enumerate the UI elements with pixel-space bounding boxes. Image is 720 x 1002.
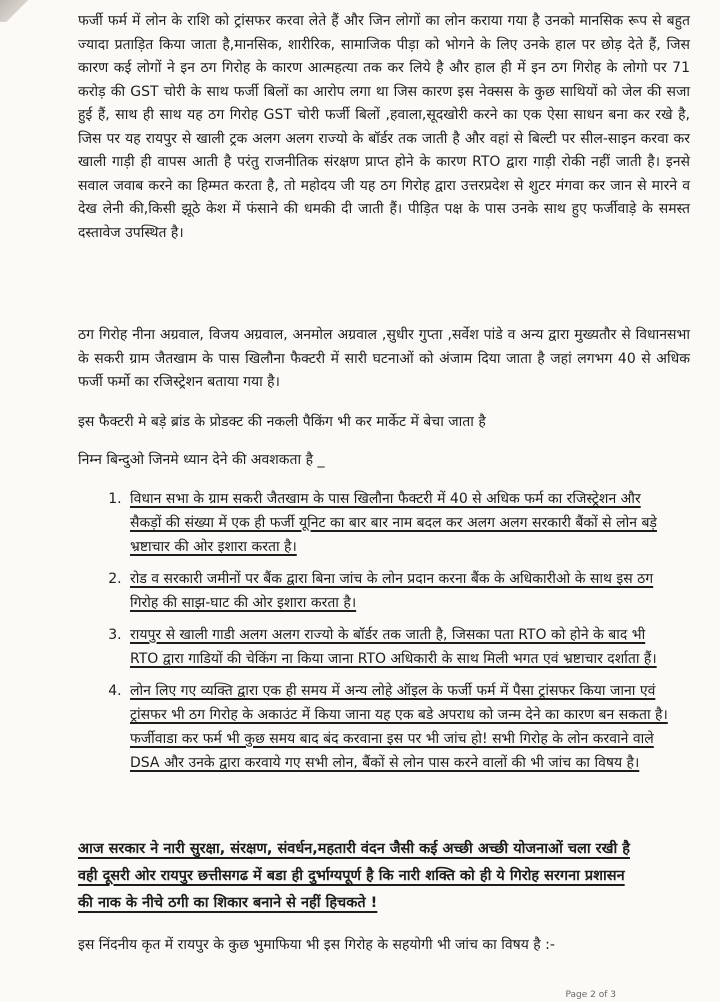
list-item: 3. रायपुर से खाली गाडी अलग अलग राज्यो के बॉर्डर तक जाती है, जिसका पता RTO को होने के बाद भी RTO द्वारा गाडियों की चेकिंग ना किया जाना RTO अधिकारी के साथ मिली भगत एवं भ्रष्टाचार दर्शाता हैं। xyxy=(126,623,671,671)
conclusion-statement xyxy=(78,836,638,917)
paragraph-points-intro: निम्न बिन्दुओ जिनमे ध्यान देने की अवशकता है _ xyxy=(78,452,325,468)
page-number: Page 2 of 3 xyxy=(565,990,616,1000)
points-list xyxy=(100,487,671,783)
paragraph-fraud-details: फर्जी फर्म में लोन के राशि को ट्रांसफर करवा लेते हैं और जिन लोगों का लोन कराया गया है उनको मानसिक रूप से बहुत ज्यादा प्रताड़ित किया जाता है,मानसिक, शारीरिक, सामाजिक पीड़ा को भोगने के लिए उनके हाल पर छोड़ देते हैं, जिस कारण कई लोगों ने इन ठग गिरोह के कारण आत्महत्या तक कर लिये है और हाल ही में इन ठग गिरोह के लोगो पर 71 करोड़ की GST चोरी के साथ फर्जी बिलों का आरोप लगा था जिस कारण इस नेक्सस के कुछ साथियों को जेल की सजा हुई हैं, साथ ही साथ यह ठग गिरोह GST चोरी फर्जी बिलों ,हवाला,सूदखोरी करने का एक ऐसा साधन बना कर रखे है, जिस पर यह रायपुर से खाली ट्रक अलग अलग राज्यो के बॉर्डर तक जाती है और वहां से बिल्टी पर सील-साइन करवा कर खाली गाड़ी ही वापस आती है परंतु राजनीतिक संरक्षण प्राप्त होने के कारण RTO द्वारा गाड़ी रोकी नहीं जाती है। इनसे सवाल जवाब करने का हिम्मत करता है, तो महोदय जी यह ठग गिरोह द्वारा उत्तरप्रदेश से शुटर मंगवा कर जान से मारने व देख लेनी की,किसी झूठे केश में फंसाने की धमकी दी जाती हैं। पीड़ित पक्ष के पास उनके साथ हुए फर्जीवाड़े के समस्त दस्तावेज उपस्थित है। xyxy=(78,13,690,241)
list-item: 1. विधान सभा के ग्राम सकरी जैतखाम के पास खिलौना फैक्टरी में 40 से अधिक फर्म का रजिस्ट्रेशन और सैकड़ों की संख्या में एक ही फर्जी यूनिट का बार बार नाम बदल कर अलग अलग सरकारी बैंकों से लोन बड़े भ्रष्टाचार की ओर इशारा करता है। xyxy=(126,487,671,559)
list-item: 2. रोड व सरकारी जमीनों पर बैंक द्वारा बिना जांच के लोन प्रदान करना बैंक के अधिकारीओ के साथ इस ठग गिरोह की साझ-घाट की ओर इशारा करता है। xyxy=(126,567,671,615)
page-fold-corner xyxy=(0,0,34,22)
list-item: 4. लोन लिए गए व्यक्ति द्वारा एक ही समय में अन्य लोहे ऑइल के फर्जी फर्म में पैसा ट्रांसफर किया जाना एवं ट्रांसफर भी ठग गिरोह के अकाउंट में किया जाना यह एक बडे अपराध को जन्म देने का कारण बन सकता है। फर्जीवाडा कर फर्म भी कुछ समय बाद बंद करवाना इस पर भी जांच हो! सभी गिरोह के लोन करवाने वाले DSA और उनके द्वारा करवाये गए सभी लोन, बैंकों से लोन पास करने वालों की भी जांच का विषय है। xyxy=(126,679,671,775)
paragraph-fake-packing: इस फैक्टरी मे बड़े ब्रांड के प्रोडक्ट की नकली पैकिंग भी कर मार्केट में बेचा जाता है xyxy=(78,414,486,430)
paragraph-gang-members: ठग गिरोह नीना अग्रवाल, विजय अग्रवाल, अनमोल अग्रवाल ,सुधीर गुप्ता ,सर्वेश पांडे व अन्य द्वारा मुख्यतौर से विधानसभा के सकरी ग्राम जैतखाम के पास खिलौना फैक्टरी में सारी घटनाओं को अंजाम दिया जाता है जहां लगभग 40 से अधिक फर्जी फर्मो का रजिस्ट्रेशन बताया गया है। xyxy=(78,327,690,390)
conclusion-text: आज सरकार ने नारी सुरक्षा, संरक्षण, संवर्धन,महतारी वंदन जैसी कई अच्छी अच्छी योजनाओं चला रखी है वही दूसरी ओर रायपुर छत्तीसगढ में बडा ही दुर्भाग्यपूर्ण है कि नारी शक्ति को ही ये गिरोह सरगना प्रशासन की नाक के नीचे ठगी का शिकार बनाने से नहीं हिचकते ! xyxy=(78,841,630,911)
paragraph-land-mafia: इस निंदनीय कृत में रायपुर के कुछ भुमाफिया भी इस गिरोह के सहयोगी भी जांच का विषय है :- xyxy=(78,937,555,953)
